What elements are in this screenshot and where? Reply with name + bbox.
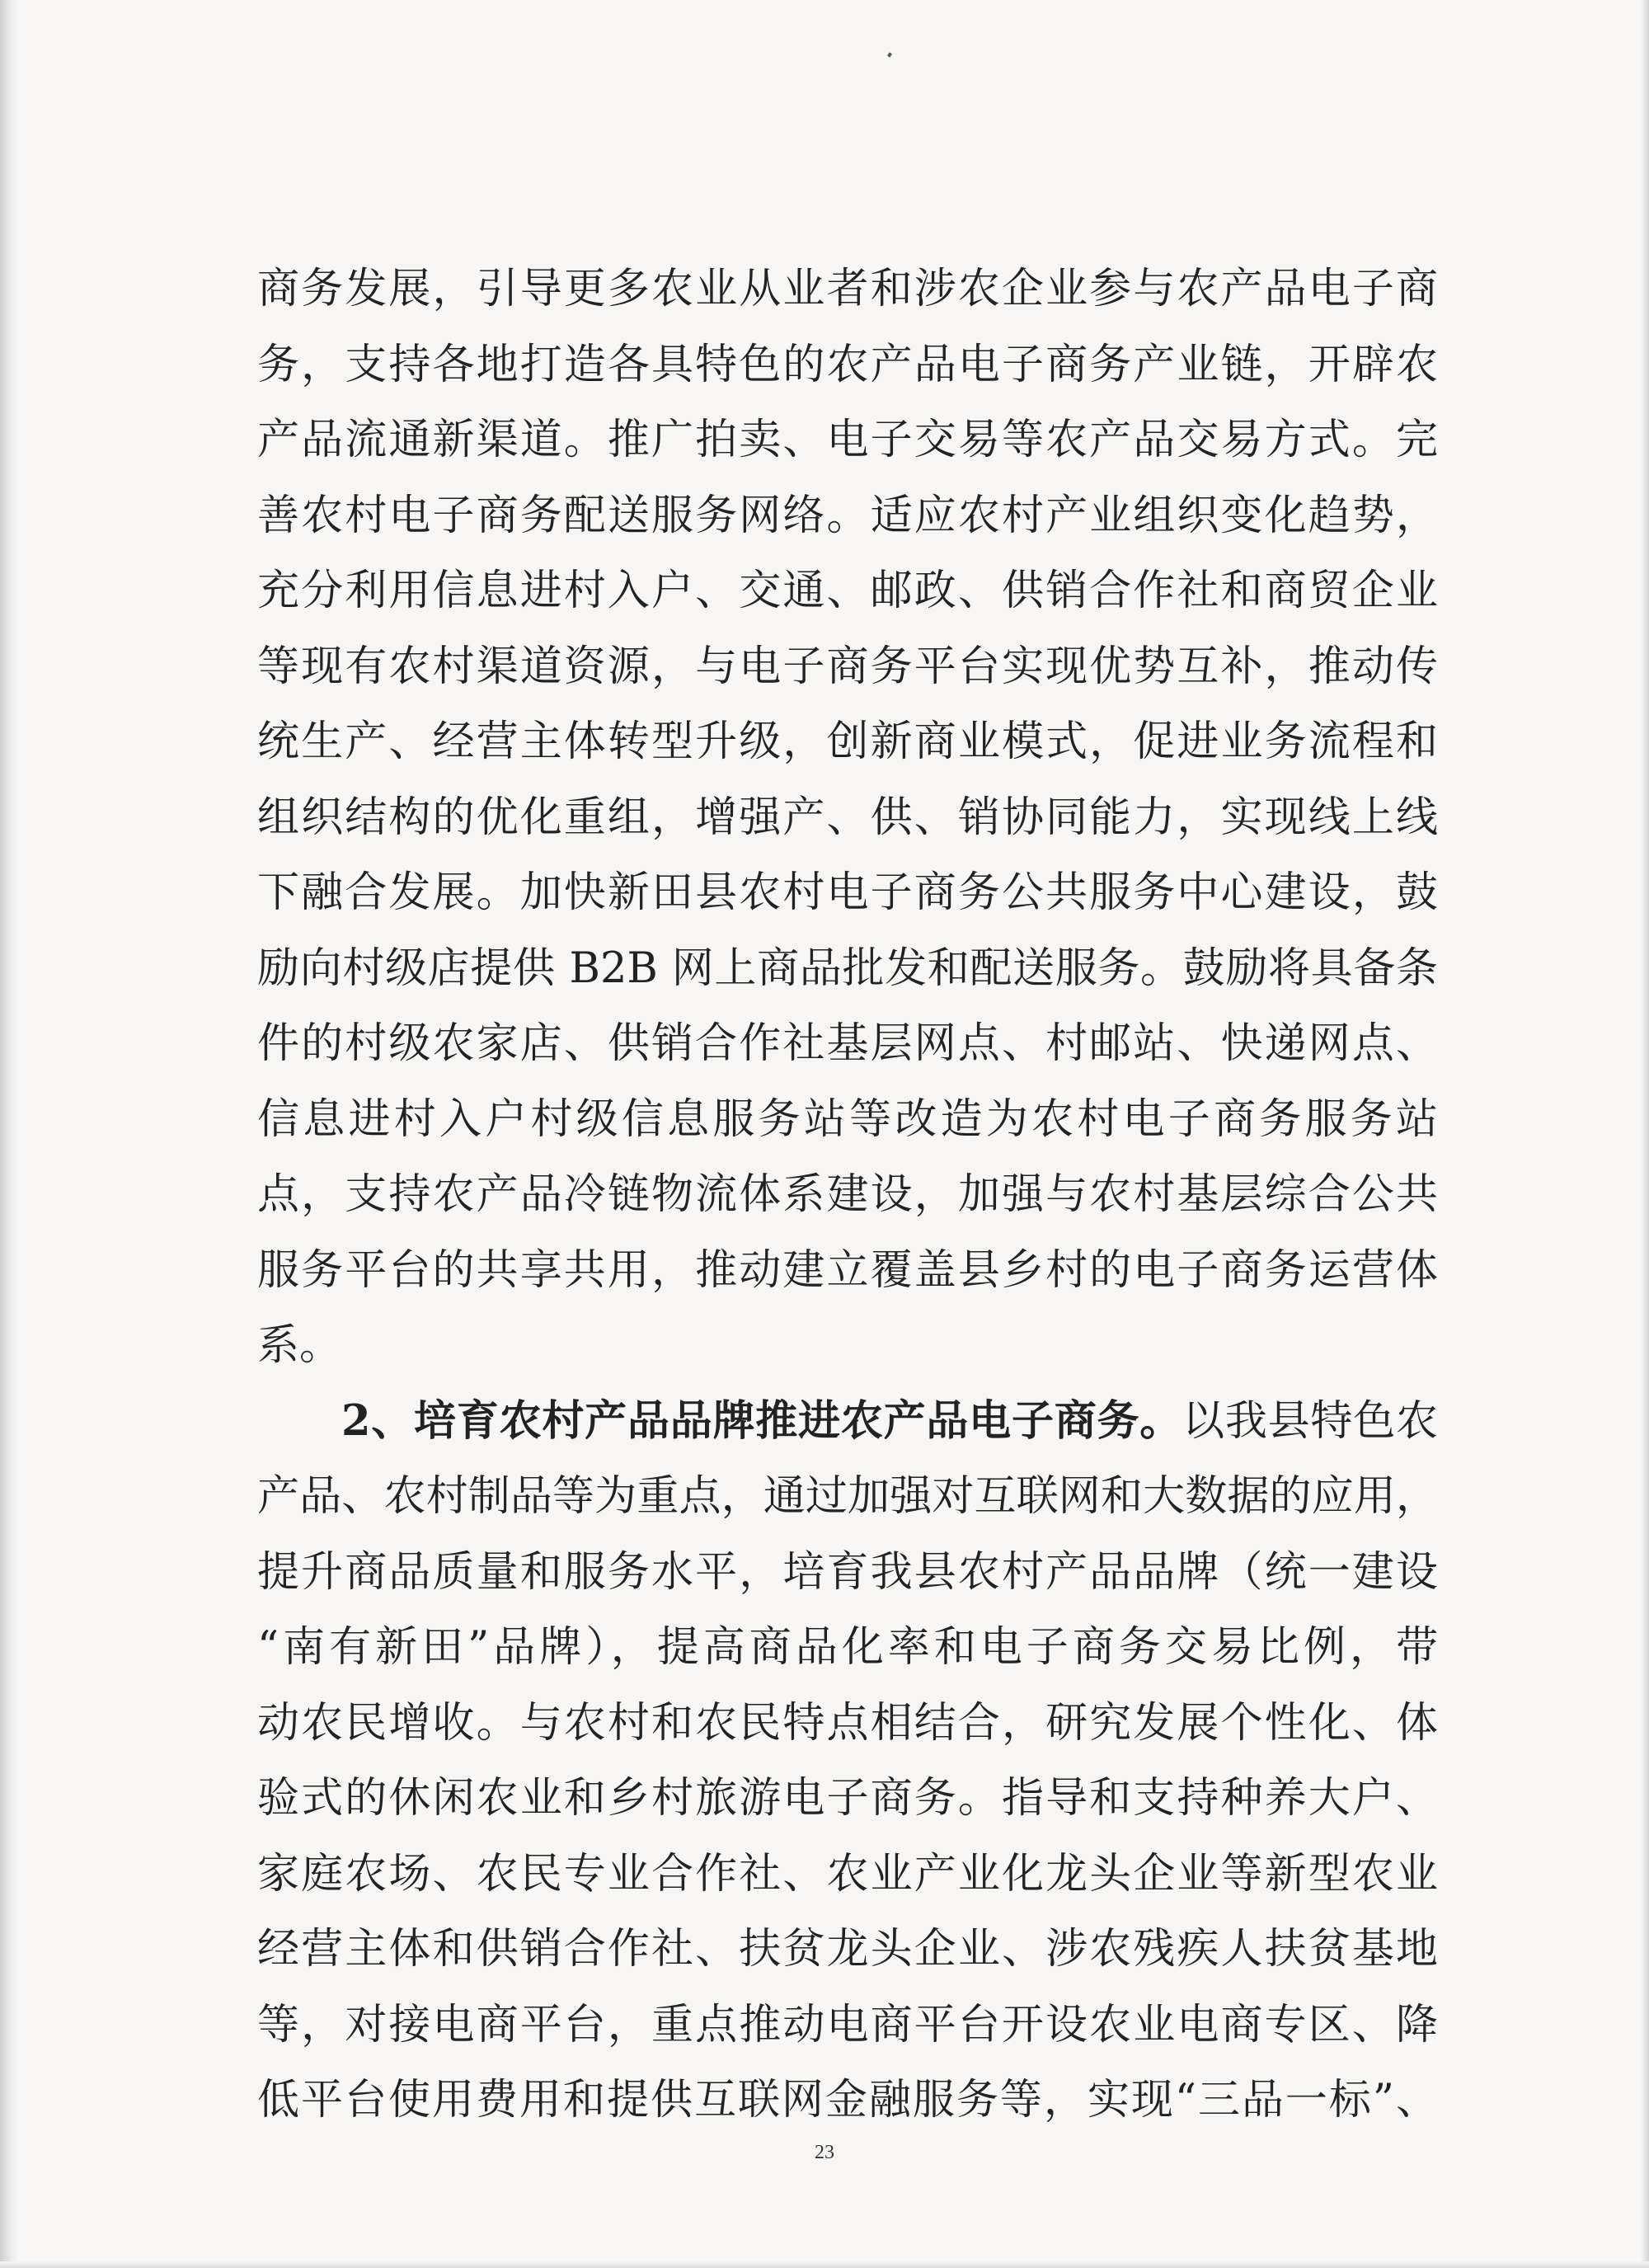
body-line: 家庭农场、农民专业合作社、农业产业化龙头企业等新型农业 xyxy=(257,1849,1438,1899)
page-number: 23 xyxy=(815,2142,834,2163)
body-line: 动农民增收。与农村和农民特点相结合，研究发展个性化、体 xyxy=(257,1698,1438,1748)
body-line: “南有新田”品牌），提高商品化率和电子商务交易比例，带 xyxy=(257,1623,1438,1672)
body-line: 经营主体和供销合作社、扶贫龙头企业、涉农残疾人扶贫基地 xyxy=(257,1925,1438,1974)
scan-left-edge-shadow xyxy=(0,0,18,2268)
section-2-first-line-rest: 以我县特色农 xyxy=(1182,1396,1438,1446)
body-line: 服务平台的共享共用，推动建立覆盖县乡村的电子商务运营体 xyxy=(257,1245,1438,1295)
body-line: 低平台使用费用和提供互联网金融服务等，实现“三品一标”、 xyxy=(257,2076,1438,2124)
body-line: 下融合发展。加快新田县农村电子商务公共服务中心建设，鼓 xyxy=(257,868,1438,917)
scan-right-edge-shadow xyxy=(1641,0,1649,2268)
body-line: 等现有农村渠道资源，与电子商务平台实现优势互补，推动传 xyxy=(257,642,1438,691)
section-2-heading: 2、培育农村产品品牌推进农产品电子商务。 xyxy=(341,1395,1183,1446)
body-line: 统生产、经营主体转型升级，创新商业模式，促进业务流程和 xyxy=(257,718,1438,766)
body-line: 善农村电子商务配送服务网络。适应农村产业组织变化趋势， xyxy=(257,491,1438,540)
body-line: 商务发展，引导更多农业从业者和涉农企业参与农产品电子商 xyxy=(257,265,1438,313)
body-line: 系。 xyxy=(257,1321,342,1370)
body-line: 信息进村入户村级信息服务站等改造为农村电子商务服务站 xyxy=(257,1094,1438,1144)
body-line: 验式的休闲农业和乡村旅游电子商务。指导和支持种养大户、 xyxy=(257,1774,1438,1823)
body-line: 组织结构的优化重组，增强产、供、销协同能力，实现线上线 xyxy=(257,793,1438,842)
body-line: 点，支持农产品冷链物流体系建设，加强与农村基层综合公共 xyxy=(257,1170,1438,1219)
scan-speck-mark xyxy=(887,52,892,57)
body-line: 励向村级店提供 B2B 网上商品批发和配送服务。鼓励将具备条 xyxy=(257,943,1438,993)
body-line: 提升商品质量和服务水平，培育我县农村产品品牌（统一建设 xyxy=(257,1547,1438,1597)
body-line: 产品、农村制品等为重点，通过加强对互联网和大数据的应用， xyxy=(257,1472,1438,1521)
body-line: 件的村级农家店、供销合作社基层网点、村邮站、快递网点、 xyxy=(257,1019,1438,1068)
body-line: 产品流通新渠道。推广拍卖、电子交易等农产品交易方式。完 xyxy=(257,416,1438,464)
scan-bottom-edge-shadow xyxy=(0,2261,1649,2268)
body-line: 务，支持各地打造各具特色的农产品电子商务产业链，开辟农 xyxy=(257,340,1438,389)
body-line: 等，对接电商平台，重点推动电商平台开设农业电商专区、降 xyxy=(257,2000,1438,2049)
body-line: 充分利用信息进村入户、交通、邮政、供销合作社和商贸企业 xyxy=(257,567,1438,615)
section-2-first-line xyxy=(257,1384,1438,1460)
document-body xyxy=(257,252,1438,2139)
